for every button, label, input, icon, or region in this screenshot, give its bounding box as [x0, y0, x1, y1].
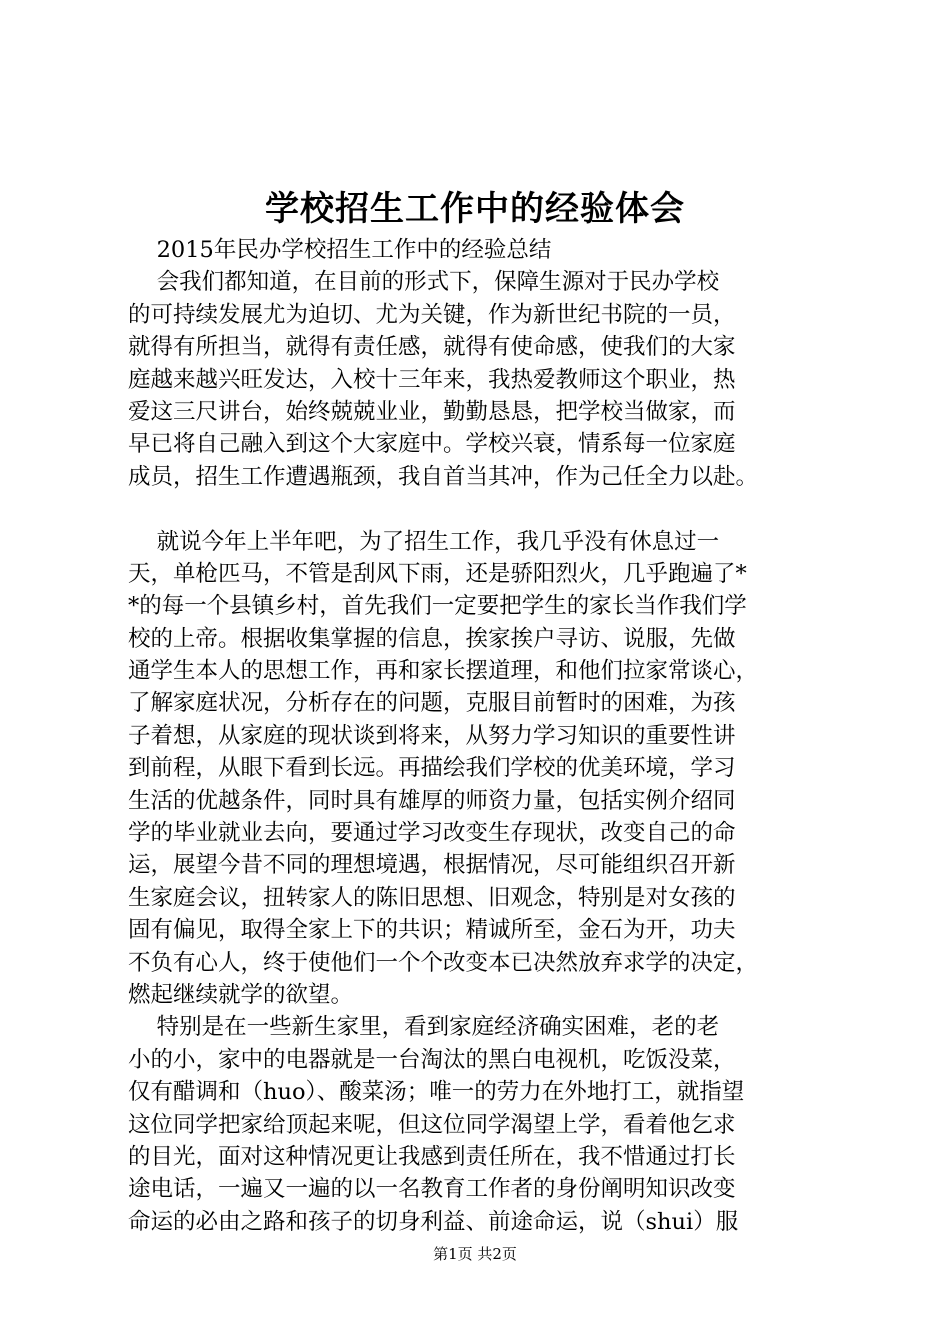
- body-text-line: 子着想，从家庭的现状谈到将来，从努力学习知识的重要性讲: [128, 722, 736, 749]
- body-text-line: 生活的优越条件，同时具有雄厚的师资力量，包括实例介绍同: [128, 787, 736, 814]
- body-text-line: 命运的必由之路和孩子的切身利益、前途命运，说（shui）服: [128, 1208, 739, 1235]
- document-body: [128, 234, 838, 1238]
- body-text-line: 到前程，从眼下看到长远。再描绘我们学校的优美环境，学习: [128, 755, 736, 782]
- body-text-line: 庭越来越兴旺发达，入校十三年来，我热爱教师这个职业，热: [128, 366, 736, 393]
- body-text-line: 生家庭会议，扭转家人的陈旧思想、旧观念，特别是对女孩的: [128, 884, 736, 911]
- body-text-line: 途电话，一遍又一遍的以一名教育工作者的身份阐明知识改变: [128, 1176, 736, 1203]
- body-text-line: 会我们都知道，在目前的形式下，保障生源对于民办学校: [128, 269, 720, 296]
- body-text-line: *的每一个县镇乡村，首先我们一定要把学生的家长当作我们学: [128, 593, 747, 620]
- body-text-line: 特别是在一些新生家里，看到家庭经济确实困难，老的老: [128, 1014, 720, 1041]
- body-text-line: 运，展望今昔不同的理想境遇，根据情况，尽可能组织召开新: [128, 852, 736, 879]
- body-text-line: 的可持续发展尤为迫切、尤为关键，作为新世纪书院的一员，: [128, 301, 736, 328]
- body-text-line: 燃起继续就学的欲望。: [128, 981, 354, 1008]
- body-text-line: 通学生本人的思想工作，再和家长摆道理，和他们拉家常谈心，: [128, 658, 759, 685]
- body-text-line: 就说今年上半年吧，为了招生工作，我几乎没有休息过一: [128, 528, 720, 555]
- body-text-line: 2015年民办学校招生工作中的经验总结: [128, 237, 552, 263]
- body-text-line: 学的毕业就业去向，要通过学习改变生存现状，改变自己的命: [128, 820, 736, 847]
- body-text-line: 爱这三尺讲台，始终兢兢业业，勤勤恳恳，把学校当做家，而: [128, 398, 736, 425]
- document-title: 学校招生工作中的经验体会: [265, 189, 685, 229]
- page-footer: 第1页 共2页: [433, 1245, 517, 1263]
- body-text-line: 就得有所担当，就得有责任感，就得有使命感，使我们的大家: [128, 334, 736, 361]
- body-text-line: 仅有醋调和（huo）、酸菜汤；唯一的劳力在外地打工，就指望: [128, 1079, 745, 1106]
- body-text-line: 了解家庭状况，分析存在的问题，克服目前暂时的困难，为孩: [128, 690, 736, 717]
- body-text-line: 早已将自己融入到这个大家庭中。学校兴衰，情系每一位家庭: [128, 431, 736, 458]
- body-text-line: 校的上帝。根据收集掌握的信息，挨家挨户寻访、说服，先做: [128, 625, 736, 652]
- body-text-line: 小的小，家中的电器就是一台淘汰的黑白电视机，吃饭没菜，: [128, 1046, 736, 1073]
- body-text-line: 固有偏见，取得全家上下的共识；精诚所至，金石为开，功夫: [128, 917, 736, 944]
- body-text-line: 天，单枪匹马，不管是刮风下雨，还是骄阳烈火，几乎跑遍了*: [128, 560, 747, 587]
- body-text-line: [128, 493, 838, 525]
- body-text-line: 这位同学把家给顶起来呢，但这位同学渴望上学，看着他乞求: [128, 1111, 736, 1138]
- body-text-line: 的目光，面对这种情况更让我感到责任所在，我不惜通过打长: [128, 1143, 736, 1170]
- body-text-line: 成员，招生工作遭遇瓶颈，我自首当其冲，作为己任全力以赴。: [128, 463, 759, 490]
- body-text-line: 不负有心人，终于使他们一个个改变本已决然放弃求学的决定，: [128, 949, 759, 976]
